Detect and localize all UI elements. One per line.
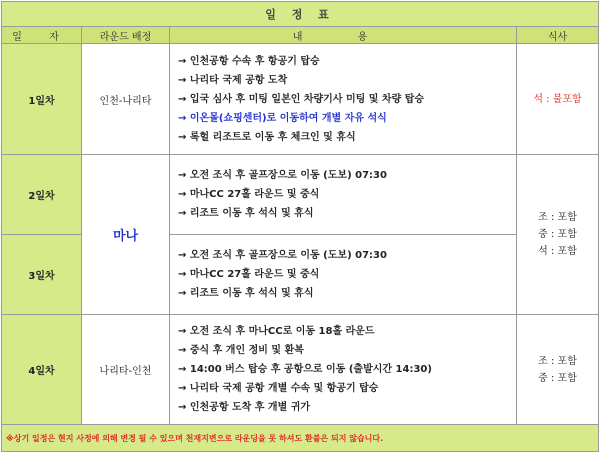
list-item: → 오전 조식 후 골프장으로 이동 (도보) 07:30: [178, 250, 387, 261]
list-item: → 마나CC 27홀 라운드 및 중식: [178, 189, 320, 200]
list-item: → 나리타 국제 공항 개별 수속 및 항공기 탑승: [178, 383, 379, 394]
list-item: → 오전 조식 후 골프장으로 이동 (도보) 07:30: [178, 170, 387, 181]
round-place: 나리타-인천: [82, 315, 170, 425]
list-item: → 인천공항 도착 후 개별 귀가: [178, 402, 311, 413]
list-item: → 중식 후 개인 정비 및 환복: [178, 345, 304, 356]
round-place-mana: 마나: [82, 155, 170, 315]
meal-info-mana: [517, 155, 599, 315]
day-row-2: [2, 155, 599, 235]
day-label: 1일차: [2, 44, 82, 155]
header-row: [2, 27, 599, 44]
day-label: 2일차: [2, 155, 82, 235]
meal-line: 중 : 포함: [538, 372, 577, 384]
meal-info: [517, 315, 599, 425]
header-meal: 식사: [517, 27, 599, 44]
list-item: → 마나CC 27홀 라운드 및 중식: [178, 269, 320, 280]
footer-notice: ※상기 일정은 현지 사정에 의해 변경 될 수 있으며 천재지변으로 라운딩을 못 하셔도 환불은 되지 않습니다.: [2, 425, 599, 452]
schedule-title: 일 정 표: [2, 2, 599, 27]
day-row-1: [2, 44, 599, 155]
day-items: [170, 315, 517, 425]
list-item: → 오전 조식 후 마나CC로 이동 18홀 라운드: [178, 326, 375, 337]
day-row-4: [2, 315, 599, 425]
meal-line: 중 : 포함: [538, 229, 577, 240]
meal-line: 조 : 포함: [538, 212, 577, 223]
list-item: → 리조트 이동 후 석식 및 휴식: [178, 208, 314, 219]
day-label: 3일차: [2, 235, 82, 315]
meal-line: 조 : 포함: [538, 355, 577, 367]
list-item: → 리조트 이동 후 석식 및 휴식: [178, 288, 314, 299]
day-label: 4일차: [2, 315, 82, 425]
list-item: → 인천공항 수속 후 항공기 탑승: [178, 55, 320, 67]
meal-info: 석 : 불포함: [517, 44, 599, 155]
list-item: → 록헐 리조트로 이동 후 체크인 및 휴식: [178, 131, 356, 143]
list-item: → 나리타 국제 공항 도착: [178, 74, 288, 86]
header-day: 일 자: [2, 27, 82, 44]
schedule-table: [1, 1, 599, 452]
list-item: → 입국 심사 후 미팅 일본인 차량기사 미팅 및 차량 탑승: [178, 93, 425, 105]
day-items: [170, 155, 517, 235]
day-items: [170, 235, 517, 315]
meal-line: 석 : 포함: [538, 246, 577, 257]
list-item-highlight: → 이온몰(쇼핑센터)로 이동하여 개별 자유 석식: [178, 112, 387, 124]
day-items: [170, 44, 517, 155]
round-place: 인천-나리타: [82, 44, 170, 155]
list-item: → 14:00 버스 탑승 후 공항으로 이동 (출발시간 14:30): [178, 364, 432, 375]
header-round: 라운드 배정: [82, 27, 170, 44]
header-content: 내 용: [170, 27, 517, 44]
